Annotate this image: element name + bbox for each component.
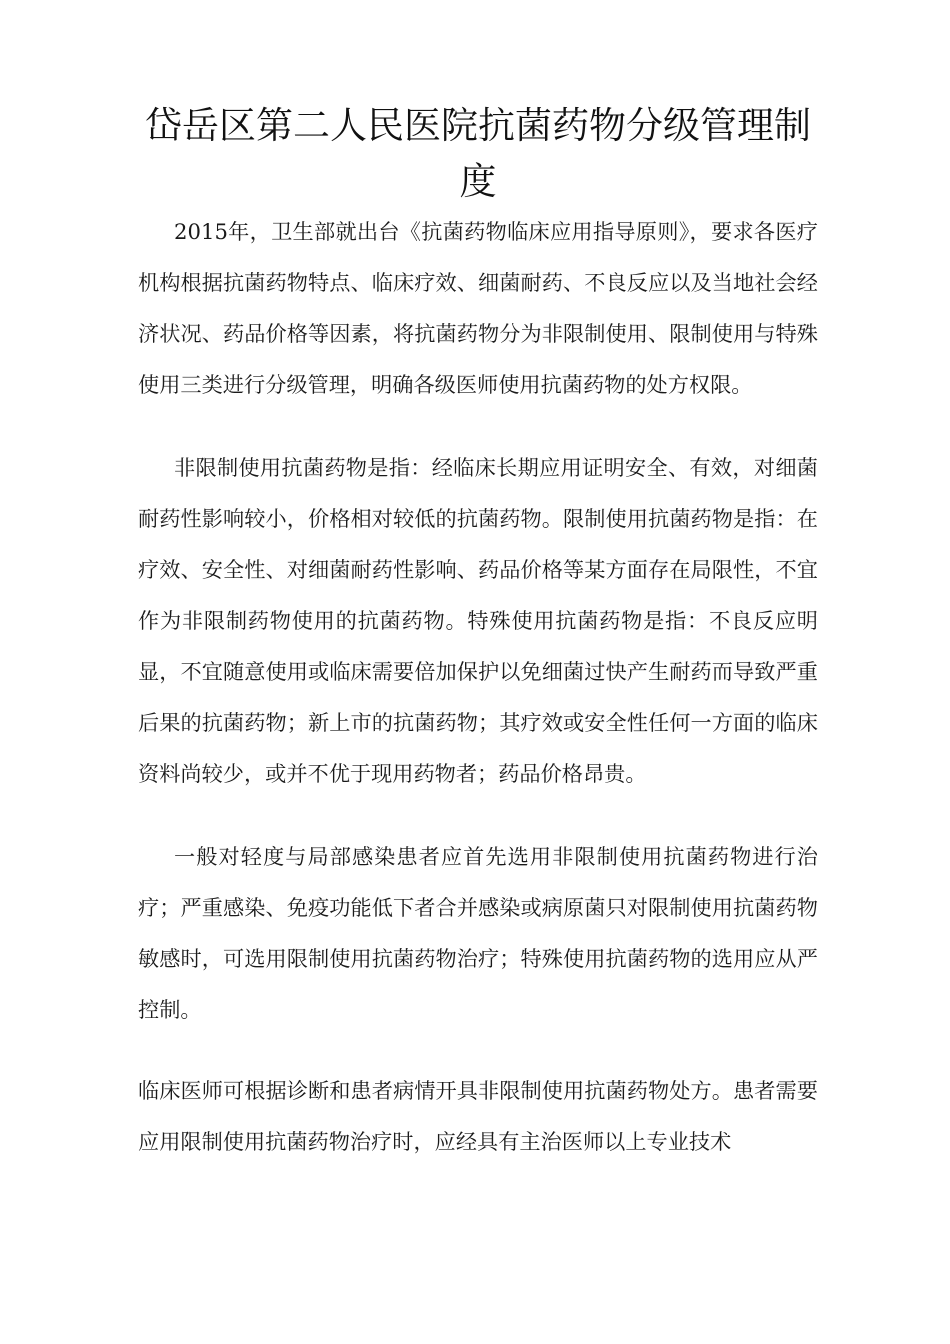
paragraph-definitions: 非限制使用抗菌药物是指：经临床长期应用证明安全、有效，对细菌耐药性影响较小，价格相对较低的抗菌药物。限制使用抗菌药物是指：在疗效、安全性、对细菌耐药性影响、药品价格等某方面存在局限性，不宜作为非限制药物使用的抗菌药物。特殊使用抗菌药物是指：不良反应明显，不宜随意使用或临床需要倍加保护以免细菌过快产生耐药而导致严重后果的抗菌药物；新上市的抗菌药物；其疗效或安全性任何一方面的临床资料尚较少，或并不优于现用药物者；药品价格昂贵。 — [138, 455, 818, 786]
paragraph-selection: 一般对轻度与局部感染患者应首先选用非限制使用抗菌药物进行治疗；严重感染、免疫功能低下者合并感染或病原菌只对限制使用抗菌药物敏感时，可选用限制使用抗菌药物治疗；特殊使用抗菌药物的选用应从严控制。 — [138, 844, 818, 1022]
paragraph-prescription: 临床医师可根据诊断和患者病情开具非限制使用抗菌药物处方。患者需要应用限制使用抗菌药物治疗时，应经具有主治医师以上专业技术 — [138, 1078, 818, 1154]
document-body — [138, 206, 818, 1167]
paragraph-intro: 2015年，卫生部就出台《抗菌药物临床应用指导原则》，要求各医疗机构根据抗菌药物特点、临床疗效、细菌耐药、不良反应以及当地社会经济状况、药品价格等因素，将抗菌药物分为非限制使用、限制使用与特殊使用三类进行分级管理，明确各级医师使用抗菌药物的处方权限。 — [138, 219, 818, 397]
document-title: 岱岳区第二人民医院抗菌药物分级管理制度 — [145, 104, 811, 203]
